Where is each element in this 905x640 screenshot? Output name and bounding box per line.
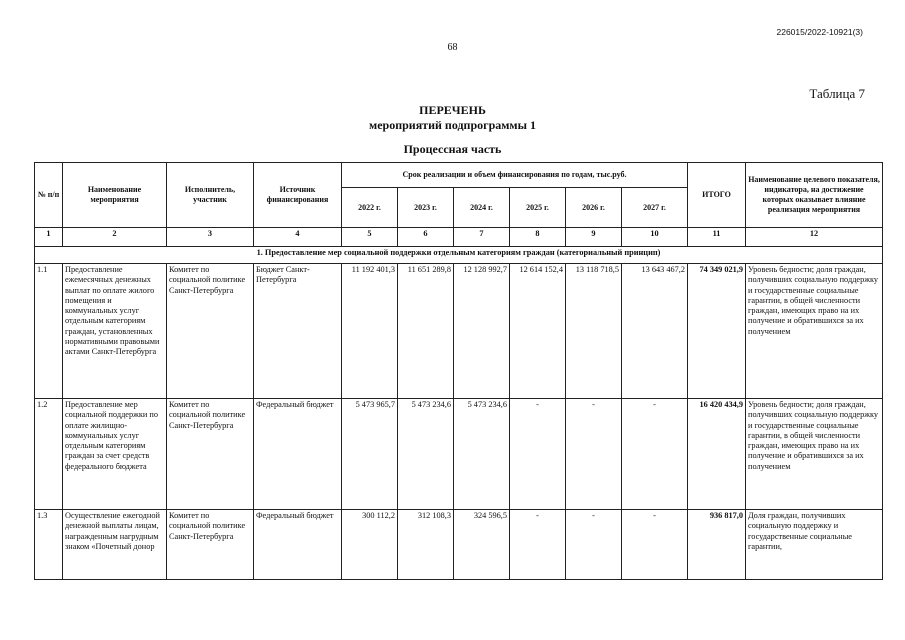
row-value: - (566, 510, 622, 580)
row-value: 5 473 234,6 (454, 399, 510, 510)
header-year: 2024 г. (454, 188, 510, 228)
row-executor: Комитет по социальной политике Санкт-Петербурга (167, 399, 254, 510)
page-number: 68 (447, 42, 458, 53)
row-value: - (566, 399, 622, 510)
header-year: 2027 г. (622, 188, 688, 228)
row-value: 300 112,2 (342, 510, 398, 580)
row-value: 5 473 965,7 (342, 399, 398, 510)
measures-table (34, 162, 883, 580)
column-number: 8 (510, 228, 566, 247)
row-executor: Комитет по социальной политике Санкт-Петербурга (167, 264, 254, 399)
row-indicator: Уровень бедности; доля граждан, получивших социальную поддержку и государственные социальные гарантии, в общей численности граждан, имеющих право на их получение и обратившихся за их получением (746, 399, 883, 510)
table-row (35, 264, 883, 399)
column-number: 6 (398, 228, 454, 247)
row-source: Федеральный бюджет (254, 510, 342, 580)
header-executor: Исполнитель, участник (167, 163, 254, 228)
header-row-1 (35, 163, 883, 188)
row-value: - (510, 399, 566, 510)
header-period: Срок реализации и объем финансирования по годам, тыс.руб. (342, 163, 688, 188)
row-total: 74 349 021,9 (688, 264, 746, 399)
row-value: - (622, 510, 688, 580)
title-line-3: Процессная часть (403, 142, 502, 156)
row-value: - (622, 399, 688, 510)
column-number: 12 (746, 228, 883, 247)
table-label: Таблица 7 (809, 86, 865, 101)
column-number: 9 (566, 228, 622, 247)
header-year: 2022 г. (342, 188, 398, 228)
column-number: 5 (342, 228, 398, 247)
title-line-2: мероприятий подпрограммы 1 (369, 118, 536, 132)
table-row (35, 510, 883, 580)
column-number: 11 (688, 228, 746, 247)
title-line-1: ПЕРЕЧЕНЬ (419, 103, 486, 117)
column-number: 10 (622, 228, 688, 247)
column-numbers-row (35, 228, 883, 247)
row-total: 16 420 434,9 (688, 399, 746, 510)
header-year: 2025 г. (510, 188, 566, 228)
row-value: 5 473 234,6 (398, 399, 454, 510)
header-indicator: Наименование целевого показателя, индикатора, на достижение которых оказывает влияние реализация мероприятия (746, 163, 883, 228)
column-number: 2 (63, 228, 167, 247)
header-source: Источник финансирования (254, 163, 342, 228)
row-value: 312 108,3 (398, 510, 454, 580)
row-name: Предоставление мер социальной поддержки по оплате жилищно-коммунальных услуг отдельным категориям граждан за счет средств федерального бюджета (63, 399, 167, 510)
header-year: 2023 г. (398, 188, 454, 228)
row-value: 324 596,5 (454, 510, 510, 580)
row-name: Осуществление ежегодной денежной выплаты лицам, награжденным нагрудным знаком «Почетный донор (63, 510, 167, 580)
row-indicator: Доля граждан, получивших социальную поддержку и государственные социальные гарантии, (746, 510, 883, 580)
column-number: 1 (35, 228, 63, 247)
page-bottom-margin (0, 597, 905, 640)
row-value: 12 614 152,4 (510, 264, 566, 399)
column-number: 7 (454, 228, 510, 247)
row-executor: Комитет по социальной политике Санкт-Петербурга (167, 510, 254, 580)
section-title: 1. Предоставление мер социальной поддержки отдельным категориям граждан (категориальный принцип) (35, 247, 883, 264)
column-number: 4 (254, 228, 342, 247)
table-row (35, 399, 883, 510)
row-value: 11 192 401,3 (342, 264, 398, 399)
header-year: 2026 г. (566, 188, 622, 228)
row-value: 13 643 467,2 (622, 264, 688, 399)
row-value: 12 128 992,7 (454, 264, 510, 399)
header-total: ИТОГО (688, 163, 746, 228)
row-num: 1.1 (35, 264, 63, 399)
row-value: 11 651 289,8 (398, 264, 454, 399)
header-num: № п/п (35, 163, 63, 228)
header-name: Наименование мероприятия (63, 163, 167, 228)
row-source: Бюджет Санкт-Петербурга (254, 264, 342, 399)
row-indicator: Уровень бедности; доля граждан, получивших социальную поддержку и государственные социальные гарантии, в общей численности граждан, имеющих право на их получение и обратившихся за их получением (746, 264, 883, 399)
row-total: 936 817,0 (688, 510, 746, 580)
column-number: 3 (167, 228, 254, 247)
section-row (35, 247, 883, 264)
row-value: 13 118 718,5 (566, 264, 622, 399)
row-num: 1.2 (35, 399, 63, 510)
row-name: Предоставление ежемесячных денежных выплат по оплате жилого помещения и коммунальных услуг отдельным категориям граждан, установленных нормативными правовыми актами Санкт-Петербурга (63, 264, 167, 399)
row-value: - (510, 510, 566, 580)
document-id: 226015/2022-10921(3) (776, 27, 863, 37)
row-num: 1.3 (35, 510, 63, 580)
row-source: Федеральный бюджет (254, 399, 342, 510)
